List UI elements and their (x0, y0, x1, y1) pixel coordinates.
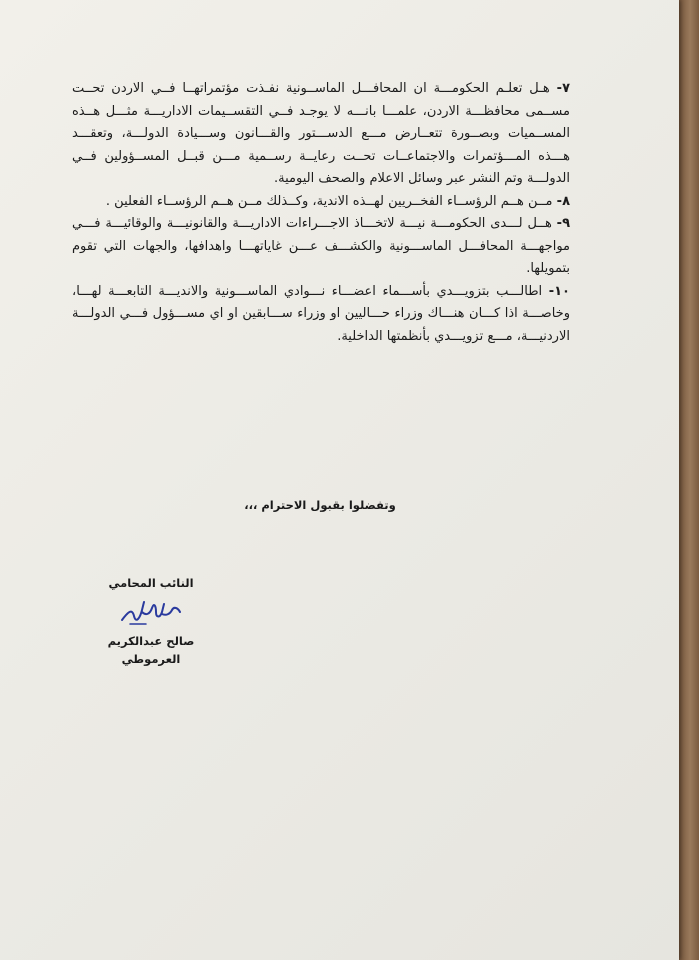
closing-phrase: وتفضلوا بقبول الاحترام ،،، (244, 498, 396, 512)
question-text: هـل تعلـم الحكومـــة ان المحافـــل الماســونية نفـذت مؤتمراتهــا فــي الاردن تحــت مســمى محافظـــة الاردن، علمـــا بانـــه لا يوجـد فــي التقســيمات الاداريـــة مثـــل هــذه المســميات وبصــورة تتعــارض مـــع الدســـتور والقـــانون وســـيادة الدولـــة، وتعقـــد هـــذه المـــؤتمرات والاجتماعــات تحــت رعايــة رســمية مـــن قبــل المســؤولين فــي الدولـــة وتم النشر عبر وسائل الاعلام والصحف اليومية. (72, 81, 570, 186)
question-item-7 (72, 78, 570, 191)
questions-list (72, 78, 570, 348)
signature-block (86, 574, 216, 668)
question-item-9 (72, 213, 570, 281)
question-number: ٩- (556, 216, 570, 231)
question-item-8 (72, 191, 570, 214)
desk-background (677, 0, 699, 960)
question-number: ١٠- (548, 283, 570, 299)
question-number: ٧- (556, 81, 571, 96)
question-text: مــن هــم الرؤســاء الفخــريين لهــذه الاندية، وكــذلك مــن هــم الرؤســاء الفعلين . (105, 193, 553, 209)
handwritten-signature-icon (116, 594, 186, 630)
signatory-title: النائب المحامي (108, 576, 194, 590)
question-text: اطالـــب بتزويـــدي بأســـماء اعضـــاء نـــوادي الماســـونية والانديـــة التابعـــة لهـــا، وخاصـــة اذا كـــان هنـــاك وزراء حـــاليين او وزراء ســـابقين او اي مســـؤول فـــي الدولـــة الاردنيـــة، مـــع تزويـــدي بأنظمتها الداخلية. (72, 283, 570, 344)
signatory-name: صالح عبدالكريم العرموطي (107, 634, 195, 666)
question-number: ٨- (556, 193, 570, 209)
question-item-10 (72, 281, 570, 349)
question-text: هــل لـــدى الحكومـــة نيـــة لاتخـــاذ الاجـــراءات الاداريـــة والقانونيـــة والوقائيـــة فـــي مواجهـــة المحافـــل الماســـونية والكشـــف عـــن غاياتهـــا واهدافها، والجهات التي تقوم بتمويلها. (72, 216, 570, 276)
